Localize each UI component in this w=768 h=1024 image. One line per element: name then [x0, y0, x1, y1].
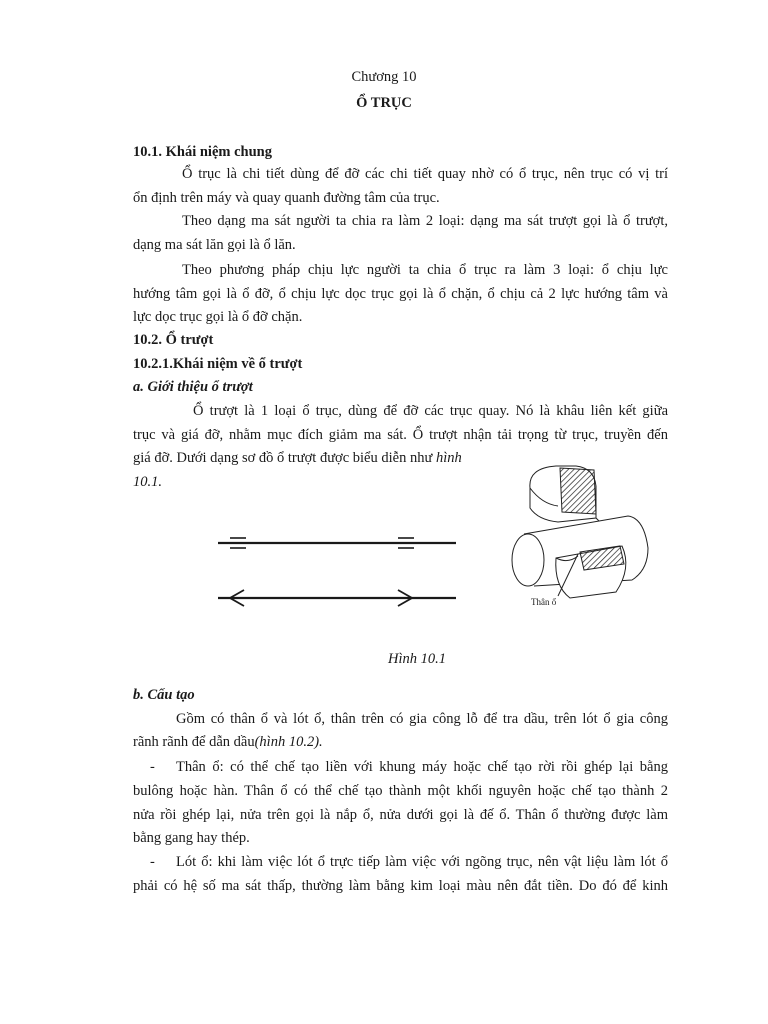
- s-b-p1-line1: Gồm có thân ổ và lót ổ, thân trên có gia công lỗ để tra dầu, trên lót ổ gia công: [176, 711, 668, 727]
- s10-1-p1-line2: ổn định trên máy và quay quanh đường tâm của trục.: [133, 190, 440, 206]
- lot-o-line2: phải có hệ số ma sát thấp, thường làm bằng kim loại màu nên đắt tiền. Do đó để kinh: [133, 878, 668, 894]
- s-b-p1-line2-text: rãnh rãnh để dẫn dầu: [133, 734, 255, 750]
- figure-caption: Hình 10.1: [388, 651, 446, 667]
- s10-1-p1-line1: Ổ trục là chi tiết dùng để đỡ các chi tiết quay nhờ có ổ trục, nên trục có vị trí: [182, 166, 668, 182]
- subsection-a-heading: a. Giới thiệu ổ trượt: [133, 379, 253, 395]
- s-b-p1-line2: [133, 733, 323, 751]
- bullet-dash-lot-o: -: [150, 854, 155, 870]
- s-a-line1: Ổ trượt là 1 loại ổ trục, dùng để đỡ các trục quay. Nó là khâu liên kết giữa: [193, 403, 668, 419]
- than-o-line3: nửa rồi ghép lại, nửa trên gọi là nắp ổ, nửa dưới gọi là đế ổ. Thân ổ thường được làm: [133, 807, 668, 823]
- s10-1-p2-line1: Theo dạng ma sát người ta chia ra làm 2 loại: dạng ma sát trượt gọi là ổ trượt,: [182, 213, 668, 229]
- s10-1-p3-line1: Theo phương pháp chịu lực người ta chia ổ trục ra làm 3 loại: ổ chịu lực: [182, 262, 668, 278]
- s10-1-p3-line2: hướng tâm gọi là ổ đỡ, ổ chịu lực dọc trục gọi là ổ chặn, ổ chịu cả 2 lực hướng tâm và: [133, 286, 668, 302]
- figure-reference-number: 10.1.: [133, 474, 162, 490]
- s-a-line2: trục và giá đỡ, nhằm mục đích giảm ma sát. Ổ trượt nhận tải trọng từ trục, truyền đến: [133, 427, 668, 443]
- bearing-3d-diagram: [498, 460, 668, 620]
- than-o-line2: bulông hoặc hàn. Thân ổ có thể chế tạo thành một khối nguyên hoặc chế tạo thành 2: [133, 783, 668, 799]
- shaft-end-face: [512, 534, 544, 586]
- figure-10-2-reference: (hình 10.2).: [254, 734, 323, 750]
- chapter-title: Ổ TRỤC: [356, 95, 412, 111]
- s10-1-p2-line2: dạng ma sát lăn gọi là ổ lăn.: [133, 237, 296, 253]
- figure-label-than-o: Thân ổ: [531, 597, 557, 607]
- figure-reference: hình: [435, 450, 462, 466]
- s10-1-p3-line3: lực dọc trục gọi là ổ đỡ chặn.: [133, 309, 303, 325]
- bullet-dash-than-o: -: [150, 759, 155, 775]
- upper-liner-section: [560, 468, 596, 514]
- s-a-line3-text: giá đỡ. Dưới dạng sơ đồ ổ trượt được biểu diễn như: [133, 450, 436, 466]
- than-o-line1: Thân ổ: có thể chế tạo liền với khung máy hoặc chế tạo rời rồi ghép lại bằng: [176, 759, 668, 775]
- than-o-line4: bằng gang hay thép.: [133, 830, 250, 846]
- section-10-2-heading: 10.2. Ổ trượt: [133, 332, 214, 348]
- chapter-label: Chương 10: [351, 69, 417, 85]
- s-a-line3: [133, 449, 462, 467]
- subsection-b-heading: b. Cấu tạo: [133, 687, 195, 703]
- section-10-2-1-heading: 10.2.1.Khái niệm về ổ trượt: [133, 356, 303, 372]
- section-10-1-heading: 10.1. Khái niệm chung: [133, 144, 272, 160]
- lot-o-line1: Lót ổ: khi làm việc lót ổ trực tiếp làm việc với ngõng trục, nên vật liệu làm lót ổ: [176, 854, 668, 870]
- bearing-schematic-diagram: [212, 525, 462, 615]
